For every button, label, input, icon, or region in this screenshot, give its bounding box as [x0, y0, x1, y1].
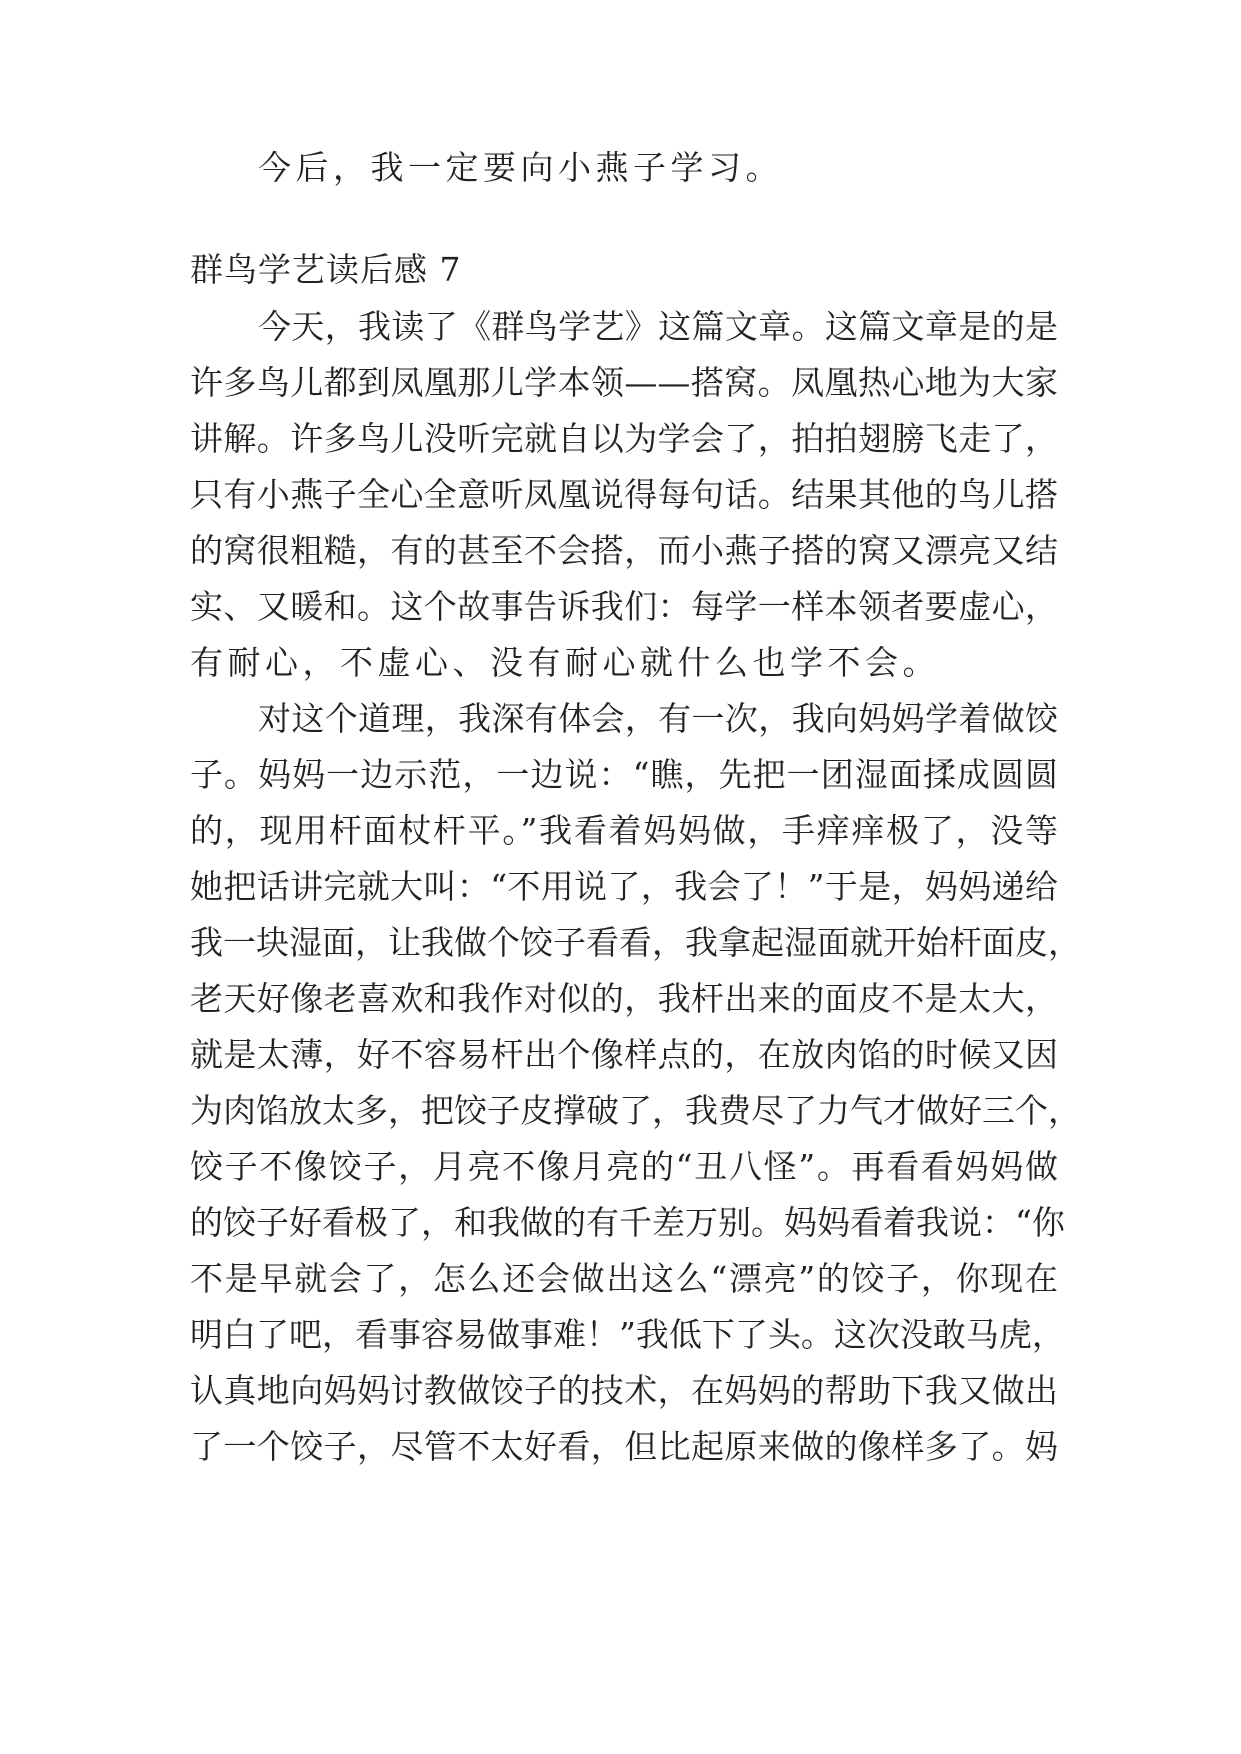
paragraph-1-line-4: 只有小燕子全心全意听凤凰说得每句话。结果其他的鸟儿搭 [190, 475, 1058, 514]
paragraph-2-line-7: 就是太薄，好不容易杆出个像样点的，在放肉馅的时候又因 [190, 1035, 1058, 1074]
opening-line: 今后，我一定要向小燕子学习。 [258, 148, 783, 187]
paragraph-2-line-3: 的，现用杆面杖杆平。”我看着妈妈做，手痒痒极了，没等 [190, 811, 1058, 850]
section-heading: 群鸟学艺读后感 7 [190, 250, 462, 289]
paragraph-2-line-2: 子。妈妈一边示范，一边说：“瞧，先把一团湿面揉成圆圆 [190, 755, 1058, 794]
paragraph-1-line-1: 今天，我读了《群鸟学艺》这篇文章。这篇文章是的是 [258, 307, 1058, 346]
paragraph-1-line-3: 讲解。许多鸟儿没听完就自以为学会了，拍拍翅膀飞走了， [190, 419, 1058, 458]
paragraph-2-line-8: 为肉馅放太多，把饺子皮撑破了，我费尽了力气才做好三个， [190, 1091, 1081, 1130]
paragraph-1-line-2: 许多鸟儿都到凤凰那儿学本领——搭窝。凤凰热心地为大家 [190, 363, 1058, 402]
paragraph-1-line-6: 实、又暖和。这个故事告诉我们：每学一样本领者要虚心， [190, 587, 1058, 626]
paragraph-2-line-6: 老天好像老喜欢和我作对似的，我杆出来的面皮不是太大， [190, 979, 1058, 1018]
paragraph-2-line-13: 认真地向妈妈讨教做饺子的技术，在妈妈的帮助下我又做出 [190, 1371, 1058, 1410]
paragraph-2-line-9: 饺子不像饺子，月亮不像月亮的“丑八怪”。再看看妈妈做 [190, 1147, 1058, 1186]
paragraph-2-line-11: 不是早就会了，怎么还会做出这么“漂亮”的饺子，你现在 [190, 1259, 1058, 1298]
paragraph-2-line-4: 她把话讲完就大叫：“不用说了，我会了！”于是，妈妈递给 [190, 867, 1058, 906]
paragraph-2-line-10: 的饺子好看极了，和我做的有千差万别。妈妈看着我说：“你 [190, 1203, 1065, 1242]
paragraph-1-line-7: 有耐心，不虚心、没有耐心就什么也学不会。 [190, 643, 940, 682]
paragraph-2-line-5: 我一块湿面，让我做个饺子看看，我拿起湿面就开始杆面皮， [190, 923, 1081, 962]
paragraph-1-line-5: 的窝很粗糙，有的甚至不会搭，而小燕子搭的窝又漂亮又结 [190, 531, 1058, 570]
paragraph-2-line-12: 明白了吧，看事容易做事难！”我低下了头。这次没敢马虎， [190, 1315, 1065, 1354]
paragraph-2-line-1: 对这个道理，我深有体会，有一次，我向妈妈学着做饺 [258, 699, 1058, 738]
paragraph-2-line-14: 了一个饺子，尽管不太好看，但比起原来做的像样多了。妈 [190, 1427, 1058, 1466]
